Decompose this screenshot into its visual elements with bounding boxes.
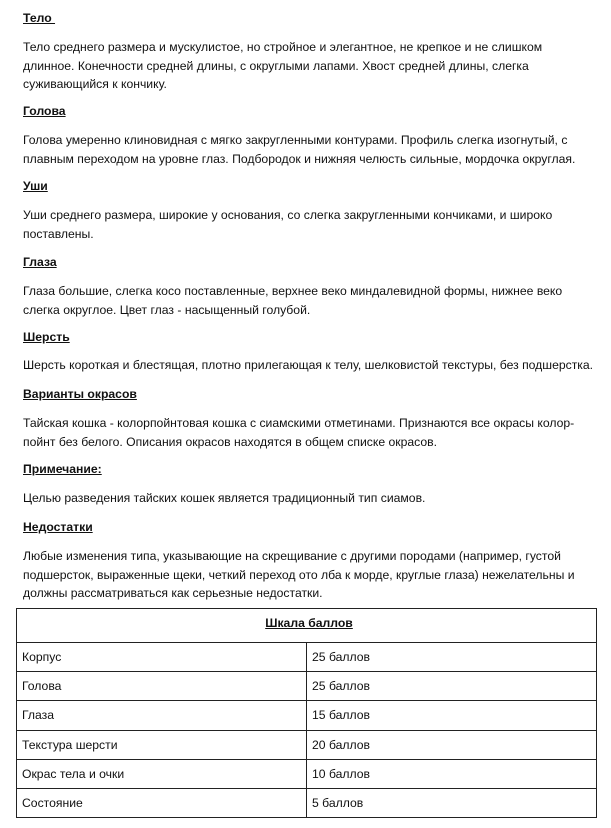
- score-item-cell: Окрас тела и очки: [17, 759, 307, 788]
- section-text-faults: Любые изменения типа, указывающие на скрещивание с другими породами (например, густой подшерсток, выраженные щеки, четкий переход ото лба к морде, круглые глаза) нежелательны и должны рассматриваться как серьезные недостатки.: [23, 549, 575, 600]
- score-points-cell: 10 баллов: [307, 759, 597, 788]
- section-heading-coat: Шерсть: [23, 330, 70, 344]
- score-item-cell: Корпус: [17, 643, 307, 672]
- section-text-body: Тело среднего размера и мускулистое, но стройное и элегантное, не крепкое и не слишком длинное. Конечности средней длины, с округлыми лапами. Хвост средней длины, слегка суживающийся к кончику.: [23, 40, 543, 91]
- score-points-cell: 25 баллов: [307, 672, 597, 701]
- score-points-cell: 15 баллов: [307, 701, 597, 730]
- section-heading-eyes: Глаза: [23, 255, 57, 269]
- section-text-coat: Шерсть короткая и блестящая, плотно прилегающая к телу, шелковистой текстуры, без подшерстка.: [23, 358, 594, 372]
- section-text-colors: Тайская кошка - колорпойнтовая кошка с сиамскими отметинами. Признаются все окрасы колор-пойнт без белого. Описания окрасов находятся в общем списке окрасов.: [23, 416, 575, 449]
- score-item-cell: Голова: [17, 672, 307, 701]
- table-row: [17, 672, 597, 701]
- table-row: [17, 759, 597, 788]
- section-text-eyes: Глаза большие, слегка косо поставленные, верхнее веко миндалевидной формы, нижнее веко слегка округлое. Цвет глаз - насыщенный голубой.: [23, 284, 563, 317]
- score-item-cell: Текстура шерсти: [17, 730, 307, 759]
- score-item-cell: Состояние: [17, 788, 307, 817]
- section-heading-head: Голова: [23, 104, 66, 118]
- score-points-cell: 20 баллов: [307, 730, 597, 759]
- score-table-header-row: [17, 609, 597, 643]
- score-points-cell: 5 баллов: [307, 788, 597, 817]
- table-row: [17, 788, 597, 817]
- section-text-note: Целью разведения тайских кошек является традиционный тип сиамов.: [23, 491, 426, 505]
- section-text-head: Голова умеренно клиновидная с мягко закругленными контурами. Профиль слегка изогнутый, с плавным переходом на уровне глаз. Подбородок и нижняя челюсть сильные, мордочка округлая.: [23, 133, 576, 166]
- section-heading-colors: Варианты окрасов: [23, 387, 137, 401]
- score-table: [16, 608, 597, 818]
- table-row: [17, 730, 597, 759]
- score-points-cell: 25 баллов: [307, 643, 597, 672]
- section-heading-body: Тело: [23, 11, 56, 25]
- table-row: [17, 643, 597, 672]
- section-text-ears: Уши среднего размера, широкие у основания, со слегка закругленными кончиками, и широко поставлены.: [23, 208, 553, 241]
- section-heading-faults: Недостатки: [23, 520, 93, 534]
- section-heading-ears: Уши: [23, 179, 48, 193]
- table-row: [17, 701, 597, 730]
- section-heading-note: Примечание:: [23, 462, 102, 476]
- score-item-cell: Глаза: [17, 701, 307, 730]
- score-table-title: Шкала баллов: [17, 609, 597, 643]
